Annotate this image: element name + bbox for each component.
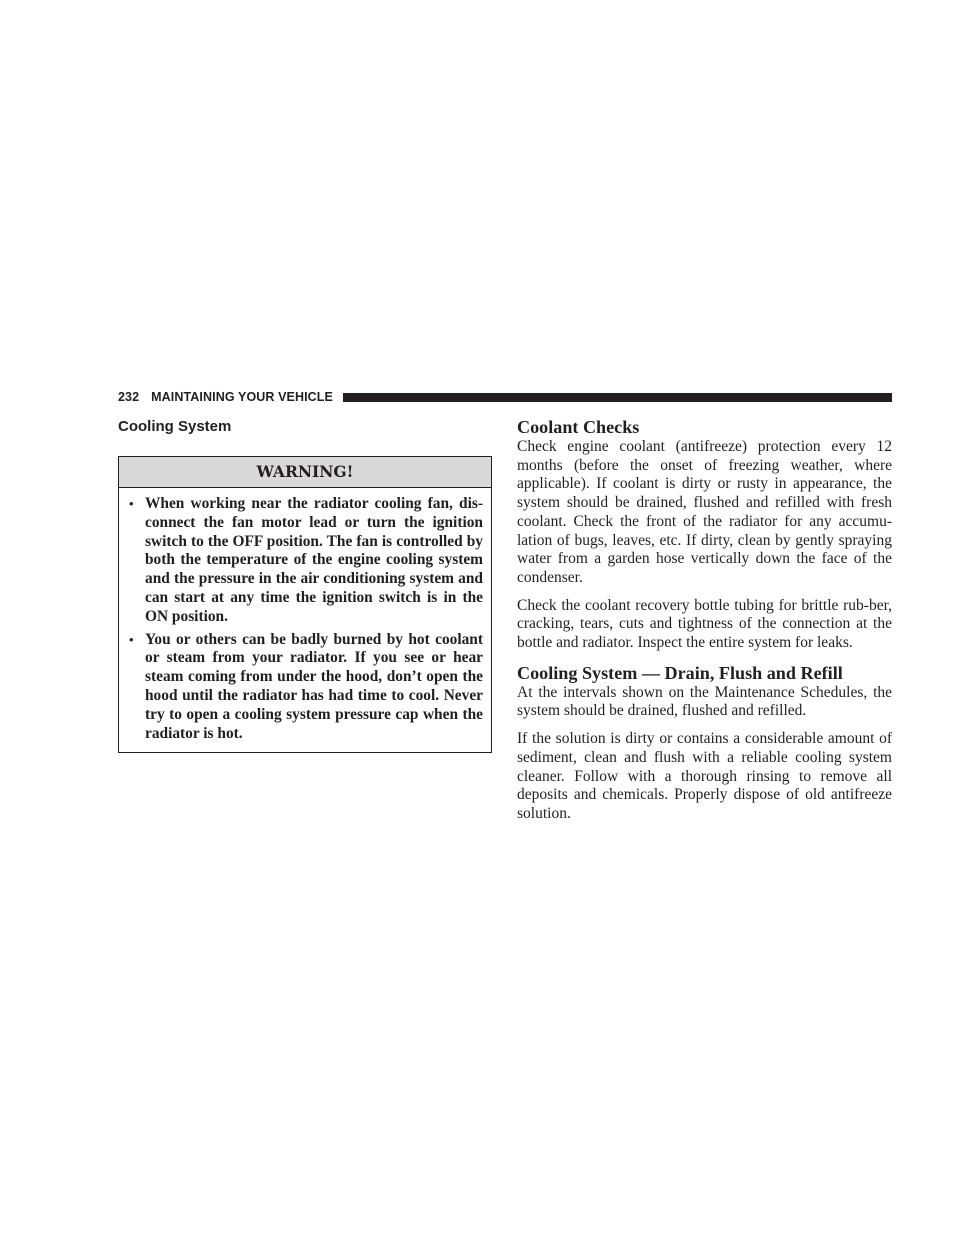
warning-box <box>118 456 492 753</box>
warning-title: WARNING! <box>119 457 491 488</box>
bullet-icon: • <box>129 631 134 647</box>
drain-flush-paragraph: If the solution is dirty or contains a considerable amount of sediment, clean and flush with a reliable cooling system cleaner. Follow with a thorough rinsing to remove all deposits and chemicals. Properly dispose of old antifreeze solution. <box>517 730 892 822</box>
drain-flush-paragraph: At the intervals shown on the Maintenance Schedules, the system should be drained, flushed and refilled. <box>517 683 892 720</box>
warning-item-text: You or others can be badly burned by hot coolant or steam from your radiator. If you see or hear steam coming from under the hood, don’t open the hood until the radiator has had time to cool. Never try to open a cooling system pressure cap when the radiator is hot. <box>145 630 483 742</box>
cooling-system-heading: Cooling System <box>118 418 232 435</box>
right-column <box>517 416 892 833</box>
drain-flush-refill-heading: Cooling System — Drain, Flush and Refill <box>517 662 843 683</box>
page-number: 232 <box>118 390 140 404</box>
coolant-checks-paragraph: Check engine coolant (antifreeze) protection every 12 months (before the onset of freezing weather, where applicable). If coolant is dirty or rusty in appearance, the system should be drained, flushed and refilled with fresh coolant. Check the front of the radiator for any accumu-lation of bugs, leaves, etc. If dirty, clean by gently spraying water from a garden hose vertically down the face of the condenser. <box>517 438 892 586</box>
bullet-icon: • <box>129 496 134 511</box>
warning-item <box>129 495 483 627</box>
coolant-checks-paragraph: Check the coolant recovery bottle tubing for brittle rub-ber, cracking, tears, cuts and tightness of the connection at the bottle and radiator. Inspect the entire system for leaks. <box>517 596 892 652</box>
warning-item <box>129 631 483 744</box>
page-header <box>118 389 892 405</box>
coolant-checks-heading: Coolant Checks <box>517 417 640 437</box>
section-title: MAINTAINING YOUR VEHICLE <box>151 390 333 404</box>
warning-list <box>119 488 491 752</box>
left-column <box>118 416 492 753</box>
header-rule <box>343 393 892 402</box>
warning-item-text: When working near the radiator cooling fan, dis-connect the fan motor lead or turn the ignition switch to the OFF position. The fan is controlled by both the temperature of the engine cooling system and the pressure in the air conditioning system and can start at any time the ignition switch is in the ON position. <box>145 495 483 625</box>
